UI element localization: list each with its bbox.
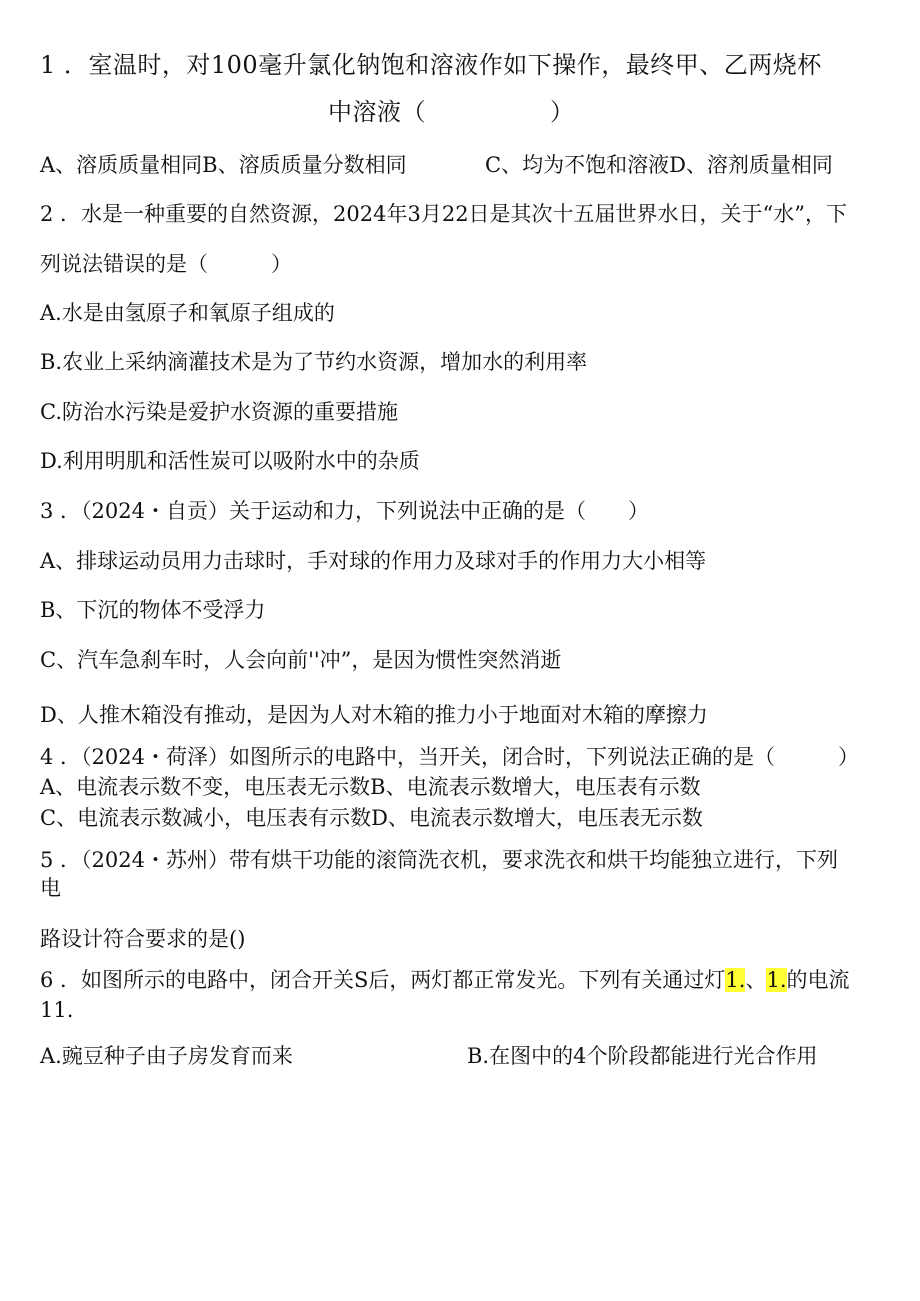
- q1-options-cd: C、均为不饱和溶液D、溶剂质量相同: [485, 153, 833, 177]
- q3-option-c: C、汽车急刹车时，人会向前''冲”，是因为惯性突然消逝: [40, 648, 562, 672]
- q5-stem-line1: 5 ．（2024・苏州）带有烘干功能的滚筒洗衣机，要求洗衣和烘干均能独立进行，下列: [40, 848, 838, 872]
- q3-option-b: B、下沉的物体不受浮力: [40, 598, 266, 622]
- q2-stem-line2: 列说法错误的是（ ）: [40, 252, 292, 276]
- q2-option-b: B.农业上采纳滴灌技术是为了节约水资源，增加水的利用率: [40, 350, 588, 374]
- q4-options-cd: C、电流表示数减小，电压表有示数D、电流表示数增大，电压表无示数: [40, 806, 703, 830]
- q1-stem-line2: [328, 97, 575, 127]
- q6-stem-line2: 11.: [40, 998, 74, 1022]
- q6-stem-line1: [40, 965, 850, 995]
- q4-stem: 4 ．（2024・荷泽）如图所示的电路中，当开关，闭合时，下列说法正确的是（ ）: [40, 745, 859, 769]
- q2-option-c: C.防治水污染是爱护水资源的重要措施: [40, 400, 398, 424]
- q7-option-b: B.在图中的4个阶段都能进行光合作用: [467, 1044, 818, 1068]
- q2-option-a: A.水是由氢原子和氧原子组成的: [40, 301, 335, 325]
- q4-options-ab: A、电流表示数不变，电压表无示数B、电流表示数增大，电压表有示数: [40, 775, 701, 799]
- q3-option-a: A、排球运动员用力击球时，手对球的作用力及球对手的作用力大小相等: [40, 549, 707, 573]
- q6-stem-tail: 的电流: [786, 968, 850, 992]
- q1-stem-text: 中溶液（: [328, 98, 426, 126]
- q1-answer-close: ）: [550, 98, 575, 126]
- q5-stem-line2: 路设计符合要求的是(): [40, 927, 246, 951]
- q1-options-ab: A、溶质质量相同B、溶质质量分数相同: [40, 153, 407, 177]
- q1-stem-line1: 1 ．室温时，对100毫升氯化钠饱和溶液作如下操作，最终甲、乙两烧杯: [40, 51, 822, 79]
- q3-stem: 3 ．（2024・自贡）关于运动和力，下列说法中正确的是（ ）: [40, 499, 649, 523]
- q7-option-a: A.豌豆种子由子房发育而来: [40, 1044, 293, 1068]
- q3-option-d: D、人推木箱没有推动，是因为人对木箱的推力小于地面对木箱的摩擦力: [40, 703, 708, 727]
- q6-highlight-2: 1.: [766, 968, 787, 992]
- q6-stem-text: 6 ．如图所示的电路中，闭合开关S后，两灯都正常发光。下列有关通过灯: [40, 968, 726, 992]
- q2-stem-line1: 2 ．水是一种重要的自然资源，2024年3月22日是其次十五届世界水日，关于“水”，下: [40, 202, 848, 226]
- q2-option-d: D.利用明肌和活性炭可以吸附水中的杂质: [40, 449, 420, 473]
- q6-separator: 、: [745, 968, 767, 992]
- q5-stem-line1b: 电: [40, 876, 61, 900]
- q6-highlight-1: 1.: [725, 968, 746, 992]
